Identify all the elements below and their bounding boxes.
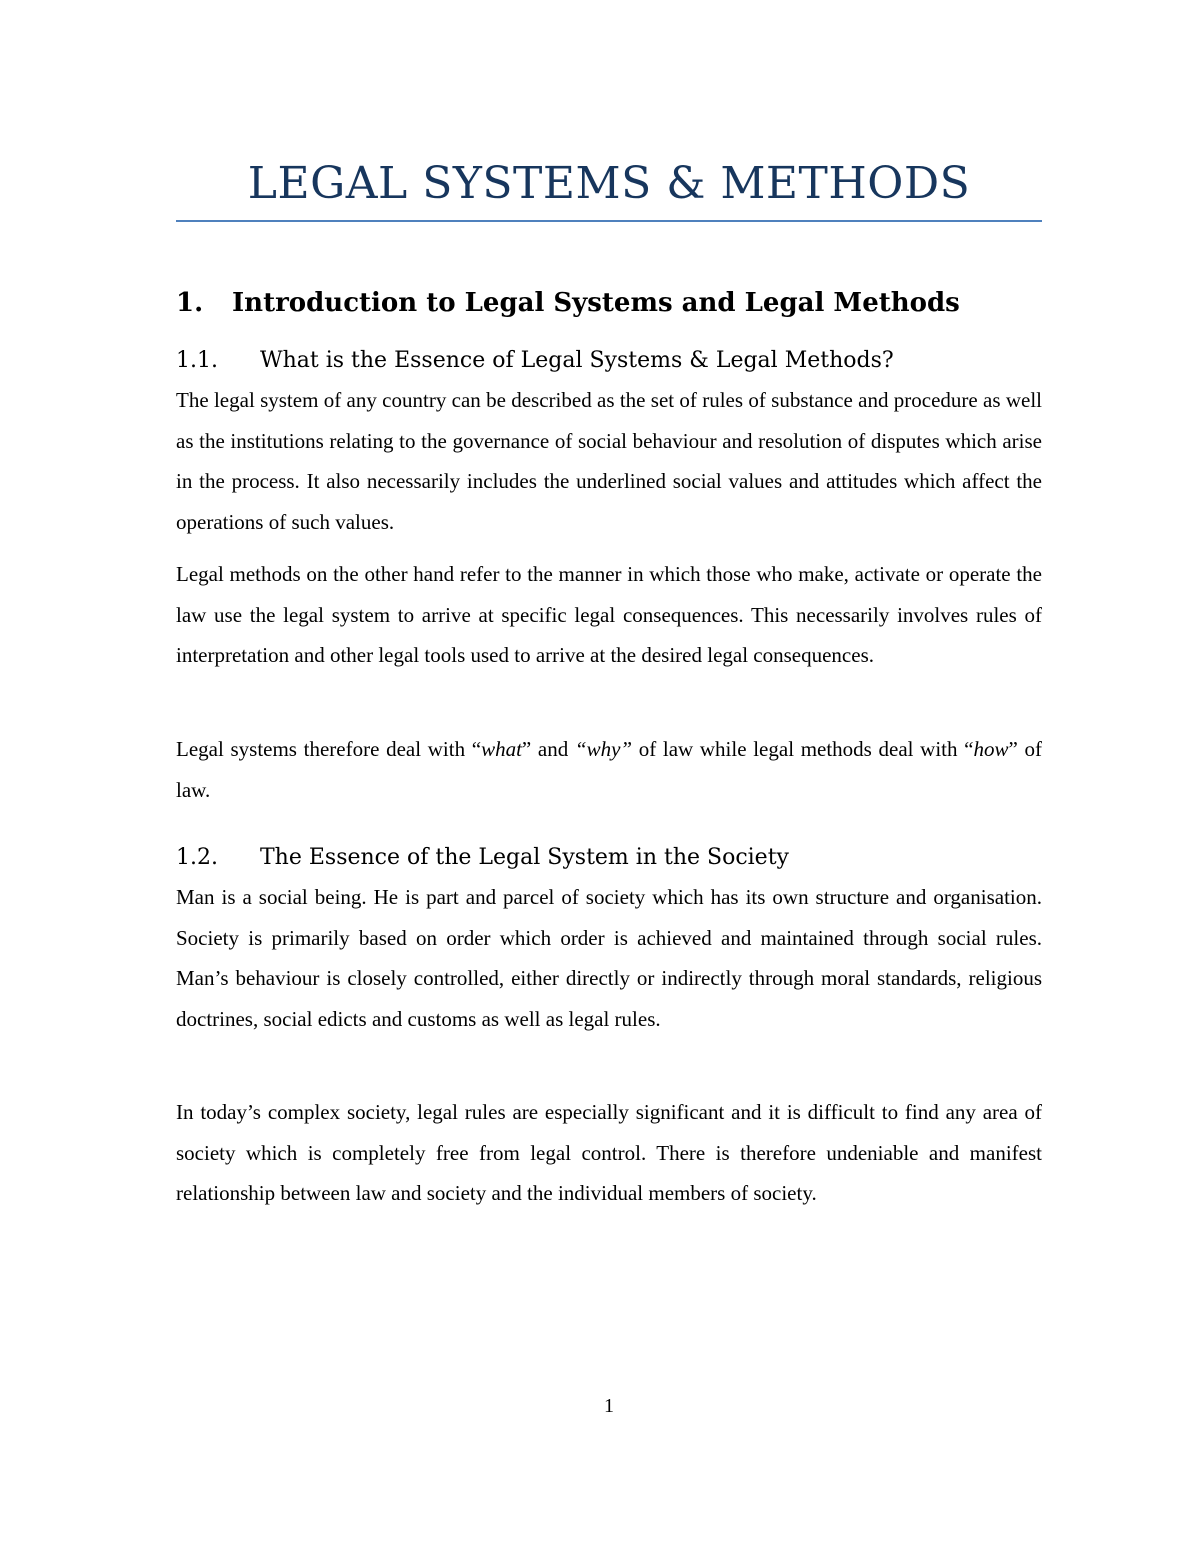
paragraph-what-why-how: Legal systems therefore deal with “what” and “why” of law while legal methods deal with “how” of law.	[176, 737, 1042, 802]
section-1-1-heading	[176, 345, 1042, 377]
title-underline	[176, 220, 1042, 222]
paragraph-todays-complex-society: In today’s complex society, legal rules are especially significant and it is difficult to find any area of society which is completely free from legal control. There is therefore undeniable and manifest relationship between law and society and the individual members of society.	[176, 1100, 1042, 1206]
document-title: LEGAL SYSTEMS & METHODS	[247, 158, 971, 209]
section-1-2-title: The Essence of the Legal System in the Society	[260, 845, 789, 870]
section-1-title: Introduction to Legal Systems and Legal Methods	[232, 288, 960, 318]
paragraph-man-social-being: Man is a social being. He is part and parcel of society which has its own structure and organisation. Society is primarily based on order which order is achieved and maintained through social rules. Man’s behaviour is closely controlled, either directly or indirectly through moral standards, religious doctrines, social edicts and customs as well as legal rules.	[176, 885, 1042, 1031]
section-1-2-heading	[176, 842, 1042, 874]
section-1-2-number: 1.2.	[176, 845, 218, 870]
page-number: 1	[604, 1395, 614, 1417]
document-page	[176, 0, 1042, 1553]
section-1-1-title: What is the Essence of Legal Systems & Legal Methods?	[260, 348, 894, 373]
paragraph-legal-system-definition: The legal system of any country can be described as the set of rules of substance and procedure as well as the institutions relating to the governance of social behaviour and resolution of disputes which arise in the process. It also necessarily includes the underlined social values and attitudes which affect the operations of such values.	[176, 388, 1042, 534]
emphasis-why: “why”	[574, 737, 633, 761]
section-1-heading	[176, 283, 1042, 323]
section-1-number: 1.	[176, 288, 204, 318]
emphasis-what: what	[481, 737, 522, 761]
paragraph-legal-methods-definition: Legal methods on the other hand refer to the manner in which those who make, activate or operate the law use the legal system to arrive at specific legal consequences. This necessarily involves rules of interpretation and other legal tools used to arrive at the desired legal consequences.	[176, 562, 1042, 668]
emphasis-how: how	[973, 737, 1009, 761]
section-1-1-number: 1.1.	[176, 348, 218, 373]
